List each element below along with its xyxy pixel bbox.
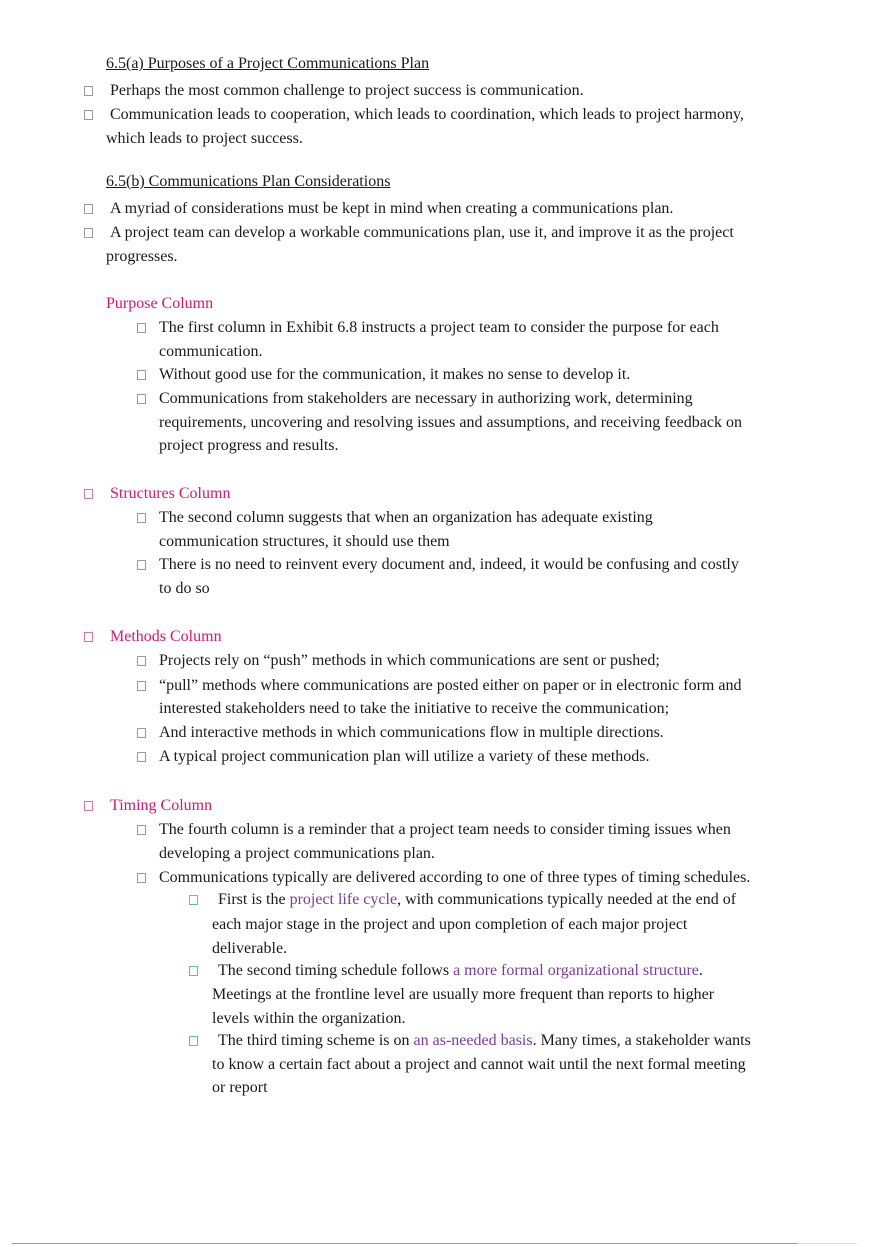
section-b-bullet-2-line-2: progresses. [106, 248, 178, 265]
methods-bullet-2-line-1: “pull” methods where communications are posted either on paper or in electronic form and [159, 677, 742, 694]
bullet-box-icon [84, 632, 93, 642]
structures-bullet-1-line-1: The second column suggests that when an organization has adequate existing [159, 509, 653, 526]
structures-bullet-2-line-2: to do so [159, 580, 210, 597]
bullet-box-icon [137, 323, 146, 333]
timing-bullet-1-line-2: developing a project communications plan. [159, 845, 435, 862]
section-a-bullet-1: Perhaps the most common challenge to project success is communication. [110, 82, 584, 99]
bullet-box-icon [84, 489, 93, 499]
timing-sub-3-line-1: The third timing scheme is on an as-needed basis. Many times, a stakeholder wants [218, 1032, 751, 1049]
section-a-heading: 6.5(a) Purposes of a Project Communications Plan [106, 55, 430, 72]
bullet-box-icon [84, 86, 93, 96]
bullet-box-icon [137, 656, 146, 666]
bullet-box-icon [137, 752, 146, 762]
bullet-box-icon [137, 394, 146, 404]
timing-sub-2-line-3: levels within the organization. [212, 1010, 406, 1027]
page-bottom-rule [12, 1243, 797, 1244]
purpose-bullet-3-line-3: project progress and results. [159, 437, 339, 454]
bullet-box-icon [84, 228, 93, 238]
methods-bullet-3: And interactive methods in which communications flow in multiple directions. [159, 724, 664, 741]
methods-bullet-2-line-2: interested stakeholders need to take the initiative to receive the communication; [159, 700, 670, 717]
purpose-bullet-1-line-1: The first column in Exhibit 6.8 instructs a project team to consider the purpose for each [159, 319, 719, 336]
bullet-box-icon [137, 825, 146, 835]
methods-column-title: Methods Column [110, 628, 222, 645]
section-b-bullet-1: A myriad of considerations must be kept in mind when creating a communications plan. [110, 200, 674, 217]
methods-bullet-4: A typical project communication plan will utilize a variety of these methods. [159, 748, 650, 765]
highlight-formal-structure: a more formal organizational structure [453, 962, 699, 979]
bullet-box-icon [84, 801, 93, 811]
bullet-box-icon [189, 895, 198, 905]
section-b-heading: 6.5(b) Communications Plan Considerations [106, 173, 391, 190]
methods-bullet-1: Projects rely on “push” methods in which communications are sent or pushed; [159, 652, 660, 669]
timing-sub-1-line-1: First is the project life cycle, with communications typically needed at the end of [218, 891, 737, 908]
page-bottom-rule-tail [797, 1243, 857, 1244]
bullet-box-icon [137, 560, 146, 570]
structures-bullet-2-line-1: There is no need to reinvent every document and, indeed, it would be confusing and costly [159, 556, 739, 573]
timing-sub-1-line-2: each major stage in the project and upon completion of each major project [212, 916, 688, 933]
structures-bullet-1-line-2: communication structures, it should use them [159, 533, 450, 550]
purpose-column-title: Purpose Column [106, 295, 214, 312]
timing-sub-3-line-2: to know a certain fact about a project and cannot wait until the next formal meeting [212, 1056, 746, 1073]
structures-column-title: Structures Column [110, 485, 231, 502]
bullet-box-icon [137, 873, 146, 883]
highlight-project-life-cycle: project life cycle [289, 891, 398, 908]
timing-bullet-1-line-1: The fourth column is a reminder that a project team needs to consider timing issues when [159, 821, 731, 838]
bullet-box-icon [137, 681, 146, 691]
bullet-box-icon [137, 728, 146, 738]
bullet-box-icon [189, 966, 198, 976]
purpose-bullet-3-line-1: Communications from stakeholders are necessary in authorizing work, determining [159, 390, 693, 407]
bullet-box-icon [137, 370, 146, 380]
timing-sub-1-line-3: deliverable. [212, 940, 288, 957]
timing-sub-3-line-3: or report [212, 1079, 268, 1096]
section-b-bullet-2-line-1: A project team can develop a workable communications plan, use it, and improve it as the project [110, 224, 734, 241]
purpose-bullet-1-line-2: communication. [159, 343, 263, 360]
timing-sub-2-line-1: The second timing schedule follows a more formal organizational structure. [218, 962, 703, 979]
bullet-box-icon [189, 1036, 198, 1046]
highlight-as-needed-basis: an as-needed basis [413, 1032, 533, 1049]
timing-column-title: Timing Column [110, 797, 213, 814]
purpose-bullet-2: Without good use for the communication, it makes no sense to develop it. [159, 366, 631, 383]
bullet-box-icon [84, 110, 93, 120]
section-a-bullet-2-line-2: which leads to project success. [106, 130, 303, 147]
bullet-box-icon [84, 204, 93, 214]
section-a-bullet-2-line-1: Communication leads to cooperation, which leads to coordination, which leads to project harmony, [110, 106, 744, 123]
bullet-box-icon [137, 513, 146, 523]
timing-bullet-2: Communications typically are delivered according to one of three types of timing schedules. [159, 869, 751, 886]
timing-sub-2-line-2: Meetings at the frontline level are usually more frequent than reports to higher [212, 986, 715, 1003]
purpose-bullet-3-line-2: requirements, uncovering and resolving issues and assumptions, and receiving feedback on [159, 414, 742, 431]
